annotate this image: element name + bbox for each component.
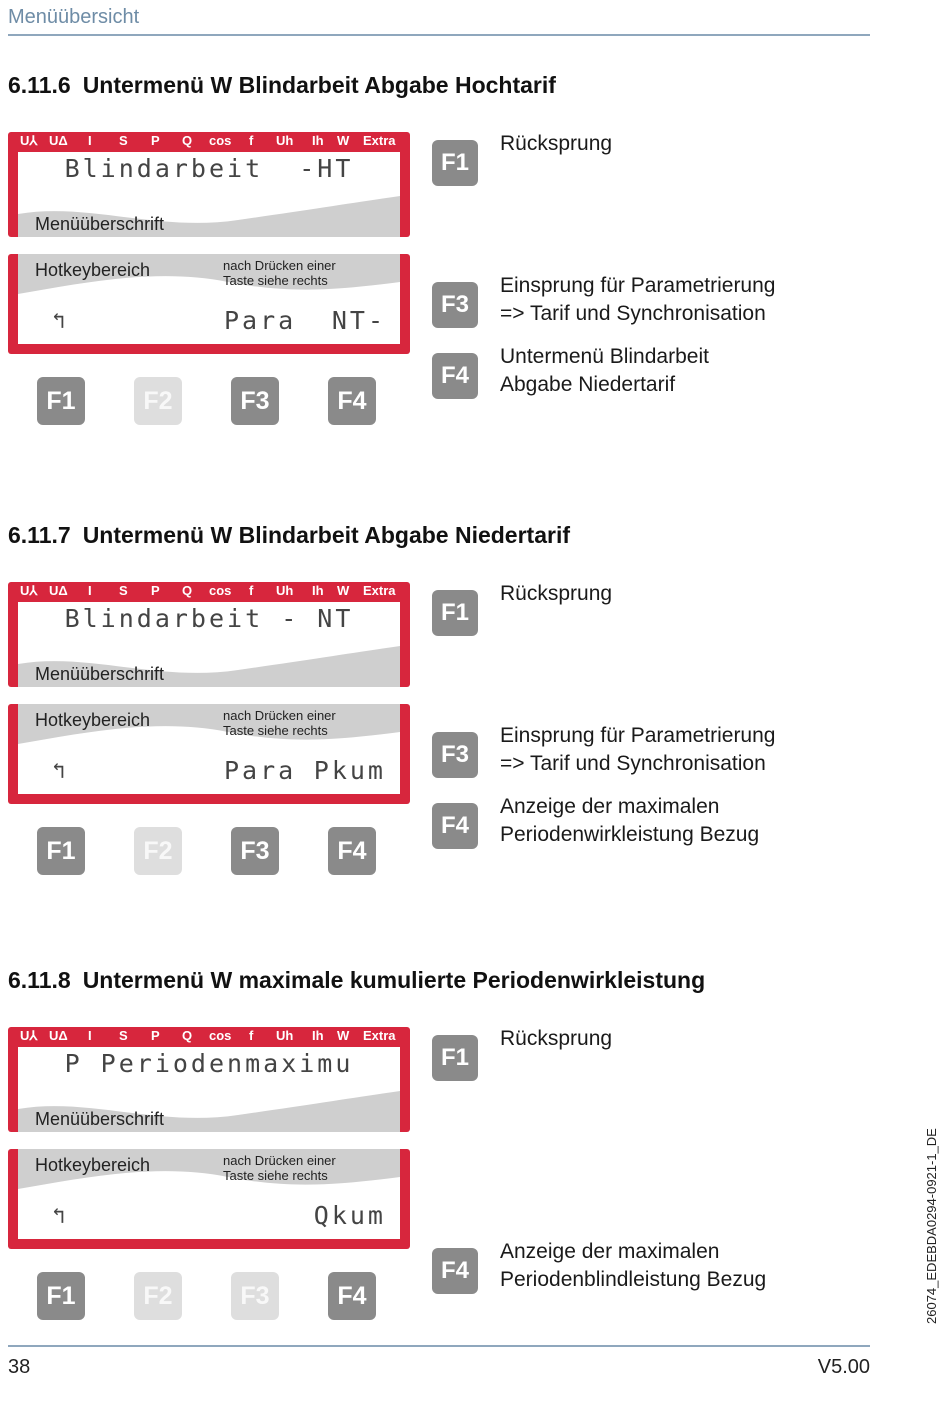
menu-caption: Menüüberschrift <box>35 664 165 684</box>
key-description <box>500 722 775 778</box>
section-heading: Untermenü W maximale kumulierte Periodenwirkleistung <box>82 967 706 993</box>
section-heading: Untermenü W Blindarbeit Abgabe Niedertarif <box>82 522 570 548</box>
description-line: Untermenü Blindarbeit <box>500 345 709 368</box>
function-key-f4[interactable]: F4 <box>328 377 376 425</box>
lcd-top-label: Ih <box>312 133 324 148</box>
hotkey-hint <box>223 1153 336 1183</box>
description-line: Rücksprung <box>500 132 613 155</box>
lcd-top-label: P <box>151 583 160 598</box>
section-number: 6.11.8 <box>8 967 71 993</box>
description-line: => Tarif und Synchronisation <box>500 752 766 775</box>
hint-line: nach Drücken einer <box>223 708 336 723</box>
function-key-f1[interactable]: F1 <box>37 827 85 875</box>
side-key-f3: F3 <box>432 732 478 778</box>
back-arrow-icon: ↰ <box>52 1204 66 1229</box>
lcd-top-label: Ih <box>312 583 324 598</box>
lcd-top-label: S <box>119 1028 128 1043</box>
lcd-top-label: U⅄ <box>20 133 38 148</box>
description-line: Periodenblindleistung Bezug <box>500 1268 767 1291</box>
hint-line: nach Drücken einer <box>223 258 336 273</box>
side-key-f4: F4 <box>432 803 478 849</box>
lcd-top-label: f <box>249 133 254 148</box>
key-description <box>500 130 612 158</box>
function-key-f4[interactable]: F4 <box>328 827 376 875</box>
lcd-top-label: Uh <box>276 583 294 598</box>
function-key-f3[interactable]: F3 <box>231 827 279 875</box>
menu-caption: Menüüberschrift <box>35 1109 165 1129</box>
side-key-f4: F4 <box>432 1248 478 1294</box>
key-description <box>500 1238 766 1294</box>
page-number: 38 <box>8 1356 31 1378</box>
description-line: Rücksprung <box>500 582 613 605</box>
lcd-top-label: W <box>337 133 350 148</box>
hotkey-f3-text: Para <box>224 306 297 335</box>
side-key-f1: F1 <box>432 590 478 636</box>
function-key-f3: F3 <box>231 1272 279 1320</box>
hotkey-f4-text: NT- <box>331 306 386 335</box>
lcd-top-label: U⅄ <box>20 583 38 598</box>
side-key-f3: F3 <box>432 282 478 328</box>
back-arrow-icon: ↰ <box>52 759 66 784</box>
running-header: Menüübersicht <box>8 6 140 28</box>
lcd-top-label: Extra <box>363 583 396 598</box>
lcd-top-label: I <box>88 133 92 148</box>
back-arrow-icon: ↰ <box>52 309 66 334</box>
lcd-top-label: Q <box>182 133 193 148</box>
section-number: 6.11.6 <box>8 72 71 98</box>
hotkey-hint <box>223 708 336 738</box>
key-description <box>500 1025 612 1053</box>
function-key-f2: F2 <box>134 1272 182 1320</box>
lcd-top-label: U⅄ <box>20 1028 38 1043</box>
side-key-f1: F1 <box>432 1035 478 1081</box>
section-title <box>8 967 705 994</box>
lcd-display <box>8 582 410 865</box>
document-id: 26074_EDEBDA0294-0921-1_DE <box>924 1128 939 1324</box>
key-description <box>500 343 709 399</box>
lcd-top-label: UΔ <box>49 583 68 598</box>
hint-line: Taste siehe rechts <box>223 273 328 288</box>
lcd-top-label: cos <box>209 133 232 148</box>
description-line: Einsprung für Parametrierung <box>500 274 776 297</box>
hotkey-f3-text: Para <box>224 756 297 785</box>
function-key-f1[interactable]: F1 <box>37 377 85 425</box>
lcd-display <box>8 1027 410 1310</box>
lcd-top-label: Extra <box>363 1028 396 1043</box>
lcd-top-label: Q <box>182 583 193 598</box>
lcd-top-label: cos <box>209 583 232 598</box>
description-line: => Tarif und Synchronisation <box>500 302 766 325</box>
lcd-top-label: Ih <box>312 1028 324 1043</box>
hint-line: Taste siehe rechts <box>223 723 328 738</box>
description-line: Einsprung für Parametrierung <box>500 724 776 747</box>
description-line: Periodenwirkleistung Bezug <box>500 823 760 846</box>
function-key-f2: F2 <box>134 377 182 425</box>
lcd-display <box>8 132 410 415</box>
hotkey-hint <box>223 258 336 288</box>
lcd-top-label: Uh <box>276 133 294 148</box>
lcd-top-label: S <box>119 583 128 598</box>
hotkey-f4-text: Qkum <box>313 1201 386 1230</box>
lcd-top-label: P <box>151 133 160 148</box>
lcd-title-text: Blindarbeit - NT <box>64 604 354 633</box>
section-title <box>8 522 570 549</box>
key-description <box>500 793 759 849</box>
key-description <box>500 580 612 608</box>
lcd-top-label: UΔ <box>49 1028 68 1043</box>
section-number: 6.11.7 <box>8 522 71 548</box>
hotkey-caption: Hotkeybereich <box>35 260 151 280</box>
hotkey-caption: Hotkeybereich <box>35 1155 151 1175</box>
lcd-top-label: Uh <box>276 1028 294 1043</box>
lcd-top-label: I <box>88 583 92 598</box>
lcd-top-label: P <box>151 1028 160 1043</box>
lcd-top-label: UΔ <box>49 133 68 148</box>
header-rule <box>8 34 870 36</box>
version-label: V5.00 <box>817 1356 870 1378</box>
lcd-title-text: P Periodenmaximu <box>64 1049 354 1078</box>
function-key-f4[interactable]: F4 <box>328 1272 376 1320</box>
lcd-top-label: f <box>249 1028 254 1043</box>
section-title <box>8 72 556 99</box>
lcd-title-text: Blindarbeit -HT <box>64 154 354 183</box>
menu-caption: Menüüberschrift <box>35 214 165 234</box>
hint-line: nach Drücken einer <box>223 1153 336 1168</box>
description-line: Anzeige der maximalen <box>500 1240 720 1263</box>
section-heading: Untermenü W Blindarbeit Abgabe Hochtarif <box>82 72 556 98</box>
key-description <box>500 272 775 328</box>
lcd-top-label: f <box>249 583 254 598</box>
function-key-f3[interactable]: F3 <box>231 377 279 425</box>
lcd-top-label: W <box>337 1028 350 1043</box>
description-line: Abgabe Niedertarif <box>500 373 676 396</box>
description-line: Anzeige der maximalen <box>500 795 720 818</box>
side-key-f4: F4 <box>432 353 478 399</box>
description-line: Rücksprung <box>500 1027 613 1050</box>
function-key-f2: F2 <box>134 827 182 875</box>
lcd-top-label: cos <box>209 1028 232 1043</box>
display-block <box>0 132 880 432</box>
footer-rule <box>8 1345 870 1347</box>
display-block <box>0 1027 880 1327</box>
lcd-top-label: Extra <box>363 133 396 148</box>
lcd-top-label: Q <box>182 1028 193 1043</box>
hotkey-f4-text: Pkum <box>313 756 386 785</box>
hint-line: Taste siehe rechts <box>223 1168 328 1183</box>
hotkey-caption: Hotkeybereich <box>35 710 151 730</box>
lcd-top-label: I <box>88 1028 92 1043</box>
display-block <box>0 582 880 882</box>
function-key-f1[interactable]: F1 <box>37 1272 85 1320</box>
lcd-top-label: S <box>119 133 128 148</box>
side-key-f1: F1 <box>432 140 478 186</box>
lcd-top-label: W <box>337 583 350 598</box>
